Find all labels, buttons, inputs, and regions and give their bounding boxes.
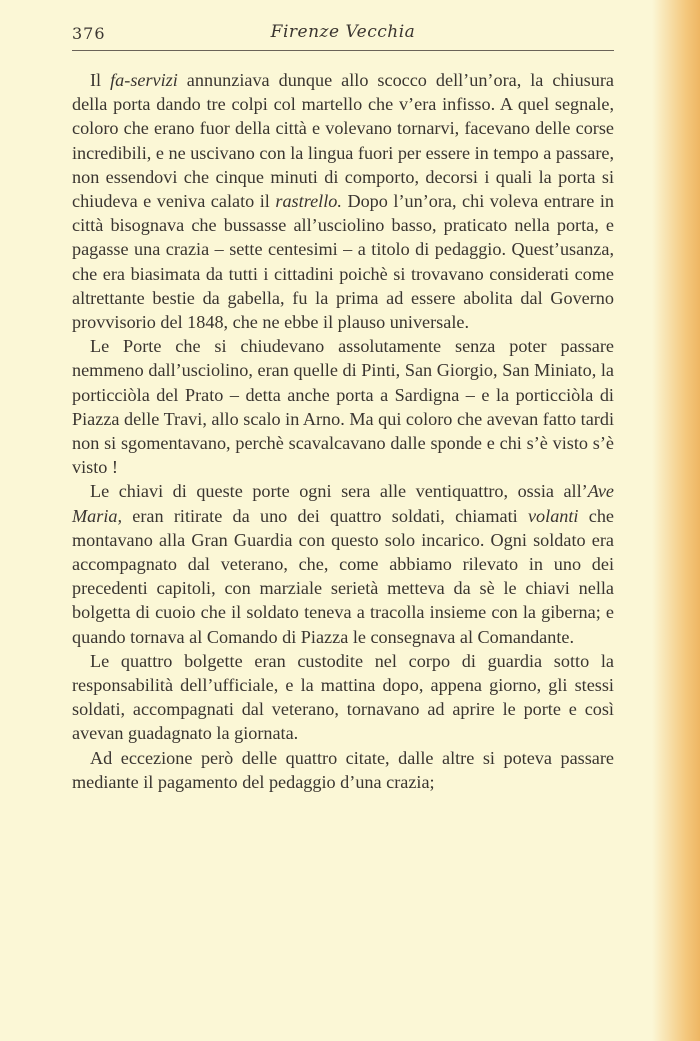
page-header bbox=[72, 20, 614, 51]
page-number: 376 bbox=[72, 24, 106, 43]
text-run: Dopo l’un’ora, chi voleva entrare in città bisognava che bussasse all’usciolino basso, praticato nella porta, e pagasse una crazia – sette centesimi – a titolo di pedaggio. Quest’usanza, che era biasimata da tutti i cittadini poichè si trovavano considerati come altrettante bestie da gabella, fu la prima ad essere abolita dal Governo provvisorio del 1848, che ne ebbe il plauso universale. bbox=[72, 191, 614, 333]
text-run: annunziava dunque allo scocco dell’un’ora, la chiusura della porta dando tre colpi col martello che v’era infisso. A quel segnale, coloro che erano fuor della città e volevano tornarvi, facevano delle corse incredibili, e ne uscivano con la lingua fuori per essere in tempo a passare, non essendovi che cinque minuti di comporto, decorsi i quali la porta si chiudeva e veniva calato il bbox=[72, 70, 614, 212]
italic-term: fa-servizi bbox=[110, 70, 178, 90]
page-edge-shading bbox=[652, 0, 700, 1041]
italic-term: volanti bbox=[527, 505, 579, 526]
running-title: Firenze Vecchia bbox=[270, 22, 416, 42]
paragraph bbox=[72, 479, 614, 648]
text-run: Le Porte che si chiudevano assolutamente senza poter passare nemmeno dall’usciolino, eran quelle di Pinti, San Giorgio, San Miniato, la porticciòla del Prato – detta anche porta a Sardigna – e la porticciòla di Piazza delle Travi, allo scalo in Arno. Ma qui coloro che avevan fatto tardi non si sgomentavano, perchè scavalcavano dalle sponde e chi s’è visto s’è visto ! bbox=[72, 336, 614, 478]
paragraph bbox=[72, 334, 614, 479]
text-run: Il bbox=[90, 70, 111, 90]
text-run: eran ritirate da uno dei quattro soldati, chiamati bbox=[122, 505, 528, 526]
italic-term: Ave Maria, bbox=[72, 481, 614, 526]
page-body bbox=[72, 68, 614, 794]
italic-term: rastrello. bbox=[275, 191, 342, 212]
paragraph bbox=[72, 649, 614, 746]
text-run: Ad eccezione però delle quattro citate, dalle altre si poteva passare mediante il pagamento del pedaggio d’una crazia; bbox=[72, 747, 614, 792]
paragraph bbox=[72, 746, 614, 794]
text-run: Le chiavi di queste porte ogni sera alle ventiquattro, ossia all’ bbox=[90, 481, 588, 502]
text-run: Le quattro bolgette eran custodite nel corpo di guardia sotto la responsabilità dell’ufficiale, e la mattina dopo, appena giorno, gli stessi soldati, accompagnati dal veterano, tornavano ad aprire le porte e così avevan guadagnato la giornata. bbox=[72, 650, 614, 744]
paragraph bbox=[72, 68, 614, 334]
text-run: che montavano alla Gran Guardia con questo solo incarico. Ogni soldato era accompagnato dal veterano, che, come abbiamo rilevato in uno dei precedenti capitoli, con marziale serietà metteva da sè le chiavi nella bolgetta di cuoio che il soldato teneva a tracolla insieme con la giberna; e quando tornava al Comando di Piazza le consegnava al Comandante. bbox=[72, 505, 614, 647]
